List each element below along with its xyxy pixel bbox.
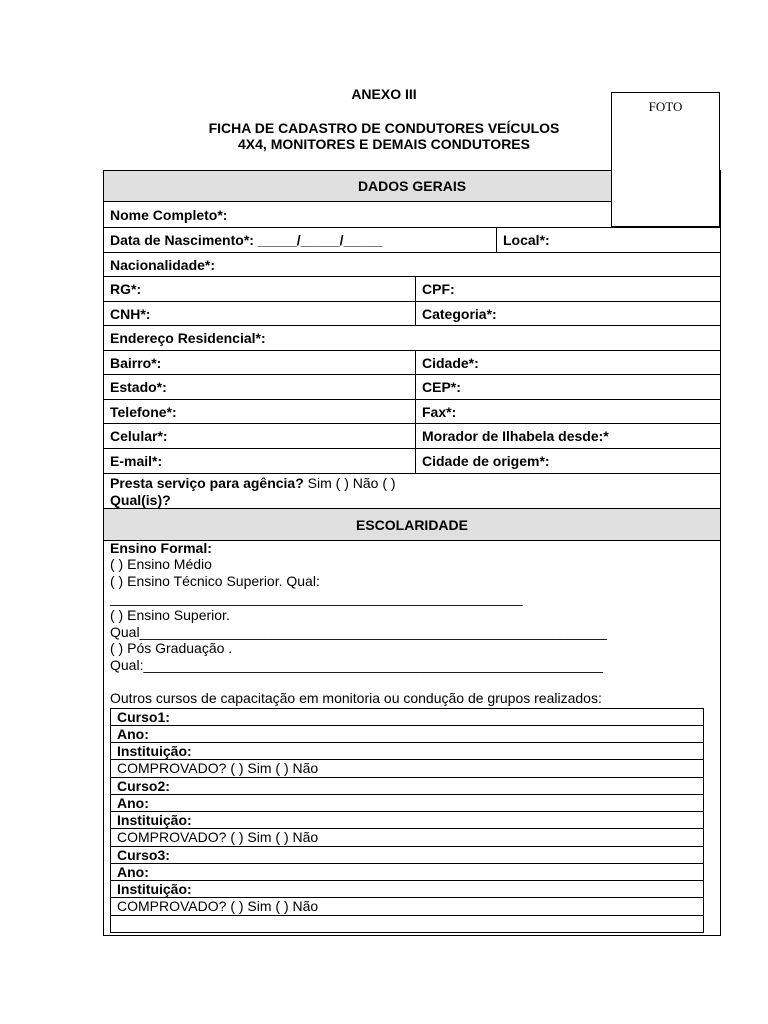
form-title-line1: FICHA DE CADASTRO DE CONDUTORES VEÍCULOS — [208, 120, 560, 136]
option-technical-superior[interactable]: ( ) Ensino Técnico Superior. Qual: — [110, 573, 320, 589]
course3-year[interactable]: Ano: — [110, 863, 704, 881]
course2-name[interactable]: Curso2: — [110, 777, 704, 795]
state-field[interactable]: Estado*: — [103, 374, 416, 400]
education-header: ESCOLARIDADE — [103, 508, 721, 541]
option-high-school[interactable]: ( ) Ensino Médio — [110, 556, 212, 572]
birth-place-field[interactable]: Local*: — [496, 227, 721, 253]
full-name-field[interactable]: Nome Completo*: — [103, 201, 721, 228]
resident-since-field[interactable]: Morador de Ilhabela desde:* — [415, 423, 721, 449]
category-field[interactable]: Categoria*: — [415, 301, 721, 326]
photo-label: FOTO — [648, 99, 683, 114]
general-data-header: DADOS GERAIS — [103, 170, 721, 202]
course3-proven[interactable]: COMPROVADO? ( ) Sim ( ) Não — [110, 897, 704, 916]
course1-institution[interactable]: Instituição: — [110, 742, 704, 760]
cpf-field[interactable]: CPF: — [415, 276, 721, 302]
option-higher-education[interactable]: ( ) Ensino Superior. — [110, 607, 230, 623]
mobile-field[interactable]: Celular*: — [103, 423, 416, 449]
course3-institution[interactable]: Instituição: — [110, 880, 704, 898]
annex-title: ANEXO III — [351, 86, 417, 102]
agency-question-label: Presta serviço para agência? — [110, 475, 304, 491]
nationality-field[interactable]: Nacionalidade*: — [103, 252, 721, 277]
address-field[interactable]: Endereço Residencial*: — [103, 325, 721, 351]
cep-field[interactable]: CEP*: — [415, 374, 721, 400]
other-courses-label: Outros cursos de capacitação em monitoria ou condução de grupos realizados: — [110, 690, 602, 706]
agency-question-cell[interactable] — [103, 473, 721, 509]
fax-field[interactable]: Fax*: — [415, 399, 721, 424]
course2-proven[interactable]: COMPROVADO? ( ) Sim ( ) Não — [110, 828, 704, 847]
birth-date-field[interactable]: Data de Nascimento*: _____/_____/_____ — [103, 227, 497, 253]
course1-name[interactable]: Curso1: — [110, 708, 704, 726]
formal-education-label: Ensino Formal: — [110, 540, 212, 556]
course3-name[interactable]: Curso3: — [110, 846, 704, 864]
email-field[interactable]: E-mail*: — [103, 448, 416, 474]
cnh-field[interactable]: CNH*: — [103, 301, 416, 326]
course2-year[interactable]: Ano: — [110, 794, 704, 812]
course2-institution[interactable]: Instituição: — [110, 811, 704, 829]
course1-proven[interactable]: COMPROVADO? ( ) Sim ( ) Não — [110, 759, 704, 778]
phone-field[interactable]: Telefone*: — [103, 399, 416, 424]
agency-options[interactable]: Sim ( ) Não ( ) — [303, 475, 396, 491]
city-field[interactable]: Cidade*: — [415, 350, 721, 375]
technical-which-line[interactable]: _____________________________________________________ — [110, 590, 523, 606]
option-postgraduate[interactable]: ( ) Pós Graduação . — [110, 640, 233, 656]
higher-which-line[interactable]: Qual____________________________________________________________ — [110, 624, 607, 640]
postgraduate-which-line[interactable]: Qual:___________________________________________________________ — [110, 657, 603, 673]
photo-box — [611, 92, 720, 227]
agency-which-label: Qual(is)? — [110, 492, 171, 508]
courses-blank-row[interactable] — [110, 915, 704, 933]
rg-field[interactable]: RG*: — [103, 276, 416, 302]
course1-year[interactable]: Ano: — [110, 725, 704, 743]
district-field[interactable]: Bairro*: — [103, 350, 416, 375]
form-title-line2: 4X4, MONITORES E DEMAIS CONDUTORES — [238, 136, 530, 152]
origin-city-field[interactable]: Cidade de origem*: — [415, 448, 721, 474]
